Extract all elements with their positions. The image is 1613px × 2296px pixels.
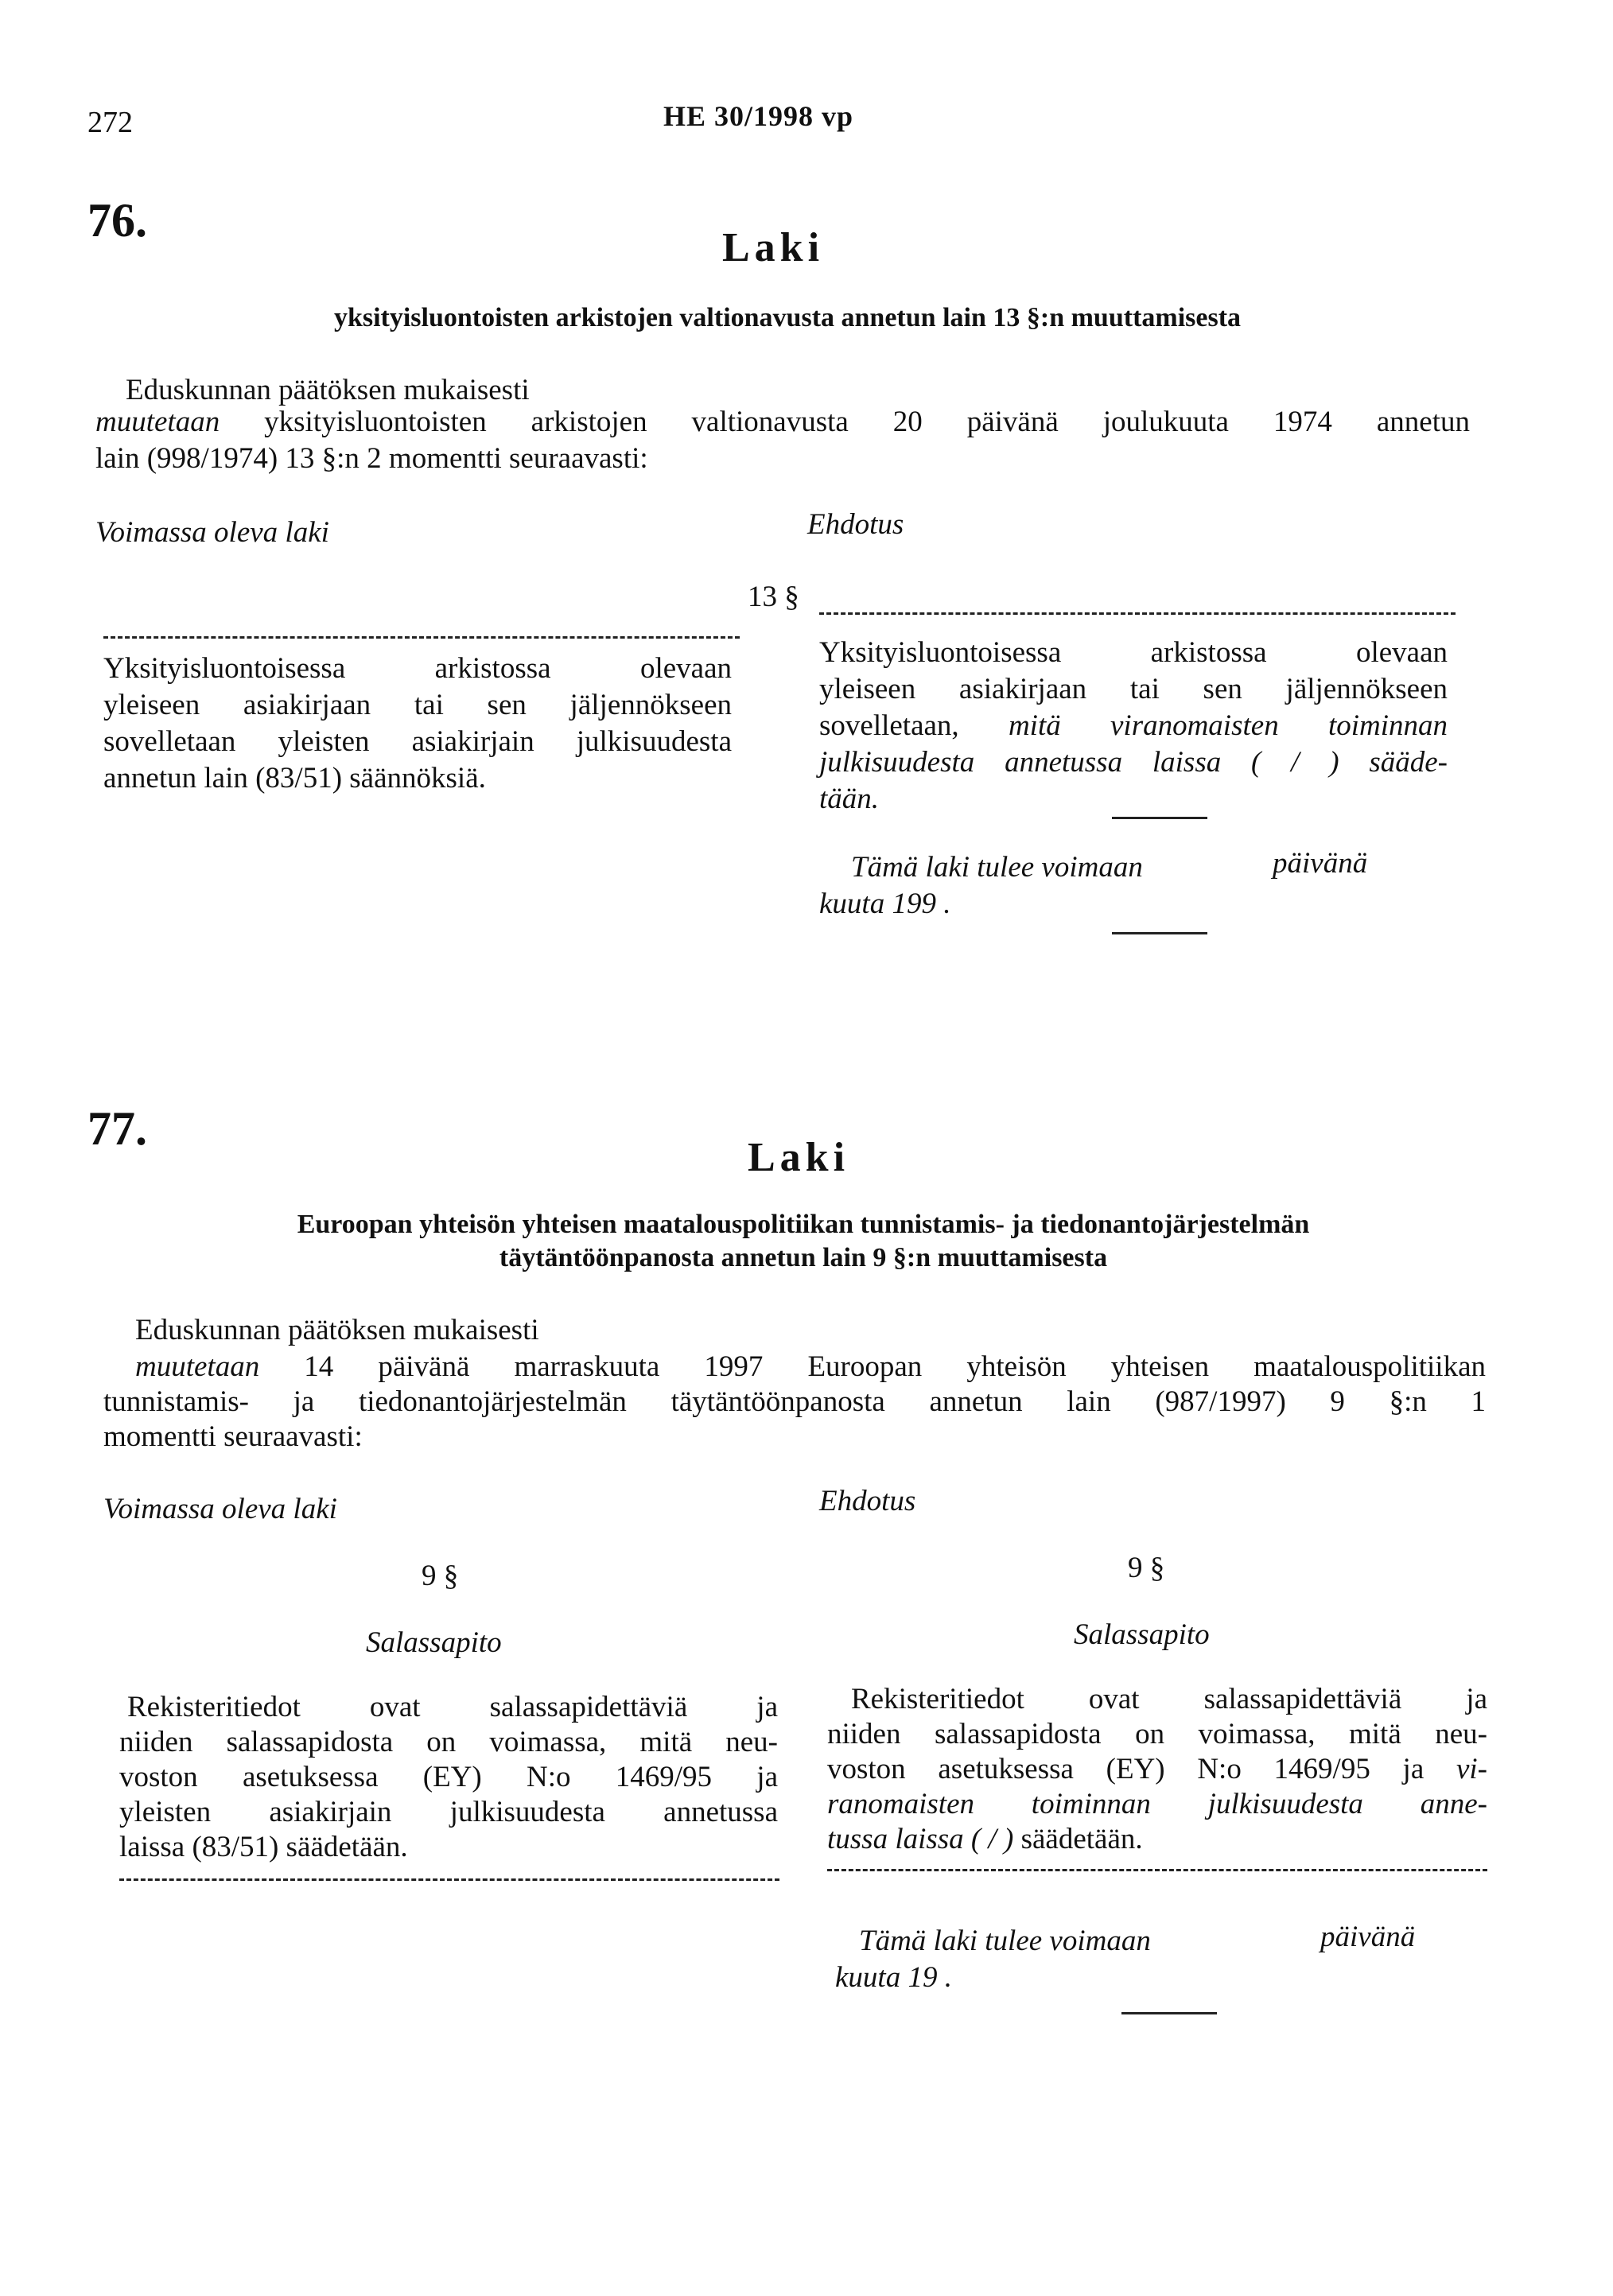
current-text-77-l5: laissa (83/51) säädetään. bbox=[119, 1831, 408, 1863]
column-header-proposal-76: Ehdotus bbox=[807, 508, 904, 541]
column-header-proposal-77: Ehdotus bbox=[819, 1485, 916, 1517]
column-header-current-76: Voimassa oleva laki bbox=[95, 516, 329, 549]
amendment-intro-76 bbox=[95, 403, 1470, 441]
entry-into-force-76-b: päivänä bbox=[1273, 847, 1368, 880]
section-mark-13: 13 § bbox=[748, 581, 799, 613]
omission-dashes-left-77 bbox=[119, 1878, 779, 1881]
proposal-text-77-l3 bbox=[827, 1750, 1487, 1789]
proposal-text-76-l4: julkisuudesta annetussa laissa ( / ) sääde- bbox=[819, 746, 1448, 779]
entry-into-force-76-a: Tämä laki tulee voimaan bbox=[851, 851, 1143, 884]
law-title-77-l1: Euroopan yhteisön yhteisen maatalouspolitiikan tunnistamis- ja tiedonantojärjestelmän bbox=[297, 1210, 1310, 1239]
proposal-text-76-l3 bbox=[819, 707, 1448, 745]
section-mark-9-right: 9 § bbox=[1128, 1552, 1165, 1584]
subheading-right-77: Salassapito bbox=[1074, 1618, 1210, 1651]
proposal-text-77-l4: ranomaisten toiminnan julkisuudesta anne- bbox=[827, 1788, 1487, 1820]
current-text-76-l1: Yksityisluontoisessa arkistossa olevaan bbox=[103, 652, 732, 685]
proposal-77-l5-plain: säädetään. bbox=[1020, 1823, 1143, 1855]
omission-dashes-right-77 bbox=[827, 1869, 1487, 1871]
entry-into-force-77-b: päivänä bbox=[1320, 1921, 1416, 1953]
law-title-77-l2: täytäntöönpanosta annetun lain 9 §:n muuttamisesta bbox=[499, 1243, 1108, 1272]
enactment-clause-77: Eduskunnan päätöksen mukaisesti bbox=[135, 1314, 539, 1346]
current-text-76-l3: sovelletaan yleisten asiakirjain julkisuudesta bbox=[103, 725, 732, 758]
proposal-text-76-l5: tään. bbox=[819, 783, 880, 815]
amendment-intro-76-line3: lain (998/1974) 13 §:n 2 momentti seuraavasti: bbox=[95, 442, 648, 475]
omission-dashes-left-76 bbox=[103, 636, 740, 639]
proposal-text-77-l1: Rekisteritiedot ovat salassapidettäviä ja bbox=[851, 1683, 1487, 1715]
amend-intro-rest-77: 14 päivänä marraskuuta 1997 Euroopan yhteisön yhteisen maatalouspolitiikan bbox=[304, 1350, 1487, 1383]
entry-into-force-77-c: kuuta 19 . bbox=[835, 1961, 952, 1994]
separator-rule-76a bbox=[1112, 817, 1207, 819]
amendment-intro-77-line3: tunnistamis- ja tiedonantojärjestelmän täytäntöönpanosta annetun lain (987/1997) 9 §:n 1 bbox=[103, 1385, 1486, 1418]
law-title-76: yksityisluontoisten arkistojen valtionavusta annetun lain 13 §:n muuttamisesta bbox=[333, 303, 1242, 332]
proposal-text-77-l2: niiden salassapidosta on voimassa, mitä neu- bbox=[827, 1718, 1487, 1750]
law-heading-76: Laki bbox=[722, 225, 825, 270]
omission-dashes-right-76 bbox=[819, 612, 1456, 615]
proposal-77-l3-plain: voston asetuksessa (EY) N:o 1469/95 ja bbox=[827, 1753, 1424, 1785]
enactment-clause-76: Eduskunnan päätöksen mukaisesti bbox=[126, 374, 530, 406]
current-text-76-l4: annetun lain (83/51) säännöksiä. bbox=[103, 762, 486, 794]
proposal-76-l3-italic: mitä viranomaisten toiminnan bbox=[1008, 709, 1448, 742]
current-text-77-l1: Rekisteritiedot ovat salassapidettäviä ja bbox=[127, 1691, 778, 1723]
amendment-intro-77-line4: momentti seuraavasti: bbox=[103, 1420, 363, 1453]
proposal-text-77-l5 bbox=[827, 1820, 1143, 1859]
proposal-77-l3-italic: vi- bbox=[1456, 1753, 1487, 1785]
proposal-text-76-l2: yleiseen asiakirjaan tai sen jäljennökseen bbox=[819, 673, 1448, 705]
amend-verb-76: muutetaan bbox=[95, 406, 220, 438]
amendment-intro-77 bbox=[135, 1348, 1486, 1386]
section-mark-9-left: 9 § bbox=[422, 1560, 459, 1592]
separator-rule-77 bbox=[1121, 2012, 1217, 2014]
proposal-76-l3-plain: sovelletaan, bbox=[819, 709, 959, 742]
amend-verb-77: muutetaan bbox=[135, 1350, 260, 1383]
current-text-77-l4: yleisten asiakirjain julkisuudesta annetussa bbox=[119, 1796, 778, 1828]
page-number: 272 bbox=[87, 106, 133, 139]
subheading-left-77: Salassapito bbox=[366, 1626, 502, 1659]
separator-rule-76b bbox=[1112, 932, 1207, 934]
entry-into-force-77-a: Tämä laki tulee voimaan bbox=[859, 1925, 1151, 1957]
proposal-text-76-l1: Yksityisluontoisessa arkistossa olevaan bbox=[819, 636, 1448, 669]
current-text-77-l3: voston asetuksessa (EY) N:o 1469/95 ja bbox=[119, 1761, 778, 1793]
law-heading-77: Laki bbox=[748, 1135, 850, 1180]
section-number-77: 77. bbox=[87, 1102, 147, 1155]
column-header-current-77: Voimassa oleva laki bbox=[103, 1493, 337, 1525]
running-head: HE 30/1998 vp bbox=[663, 100, 854, 132]
amend-intro-rest-76: yksityisluontoisten arkistojen valtionavusta 20 päivänä joulukuuta 1974 annetun bbox=[264, 406, 1471, 438]
proposal-77-l5-italic: tussa laissa ( / ) bbox=[827, 1823, 1014, 1855]
entry-into-force-76-c: kuuta 199 . bbox=[819, 888, 951, 920]
current-text-77-l2: niiden salassapidosta on voimassa, mitä neu- bbox=[119, 1726, 778, 1758]
section-number-76: 76. bbox=[87, 194, 147, 247]
current-text-76-l2: yleiseen asiakirjaan tai sen jäljennökseen bbox=[103, 689, 732, 721]
